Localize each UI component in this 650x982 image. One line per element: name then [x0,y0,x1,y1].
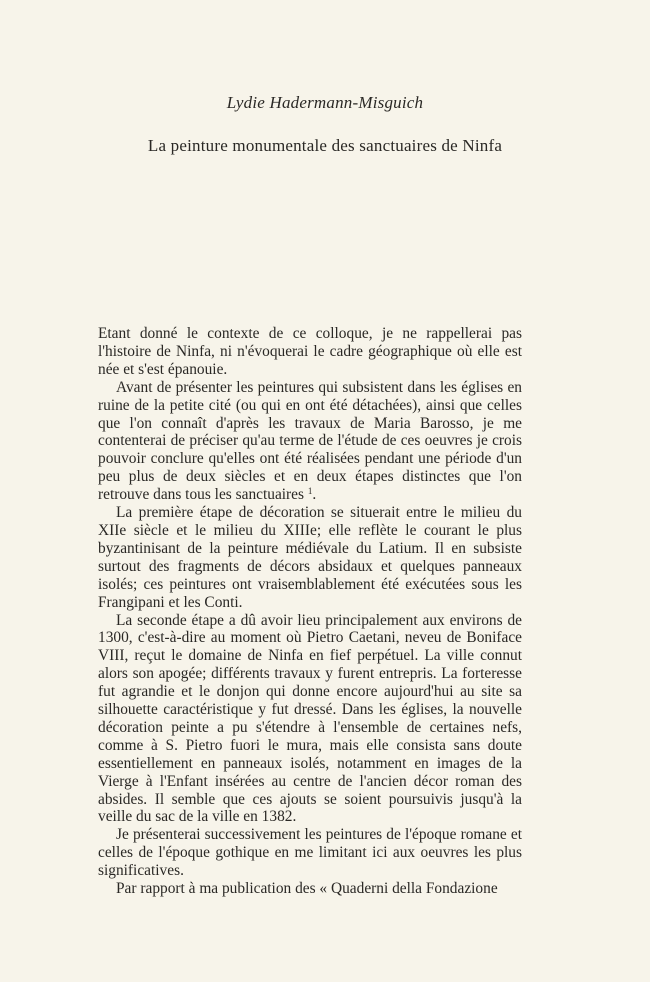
footnote-marker[interactable]: 1 [307,486,313,497]
paragraph-2-text: Avant de présenter les peintures qui subsistent dans les églises en ruine de la petite cité (ou qui en ont été détachées), ainsi que celles que l'on connaît d'après les travaux de Maria Barosso, je me contenterai de préciser qu'au terme de l'étude de ces oeuvres je crois pouvoir conclure qu'elles ont été réalisées pendant une période d'un peu plus de deux siècles et en deux étapes distinctes que l'on retrouve dans tous les sanctuaires [98,378,522,504]
paragraph-2 [98,379,522,504]
paragraph-6 [98,880,522,898]
paragraph-6-text: Par rapport à ma publication des « Quaderni della Fondazione [116,880,498,898]
article-body [98,325,522,898]
paragraph-3-text: La première étape de décoration se situerait entre le milieu du XIIe siècle et le milieu du XIIIe; elle reflète le courant le plus byzantinisant de la peinture médiévale du Latium. Il en subsiste surtout des fragments de décors absidaux et quelques panneaux isolés; ces peintures ont vraisemblablement été exécutées sous les Frangipani et les Conti. [98,504,522,611]
author-name: Lydie Hadermann-Misguich [226,93,424,112]
paragraph-3 [98,504,522,611]
paragraph-5 [98,826,522,880]
paragraph-2-tail: . [312,486,317,504]
article-title: La peinture monumentale des sanctuaires de Ninfa [147,136,503,155]
paragraph-4 [98,612,522,827]
paragraph-5-text: Je présenterai successivement les peintures de l'époque romane et celles de l'époque gothique en me limitant ici aux oeuvres les plus significatives. [98,826,522,880]
paragraph-1 [98,325,522,379]
paragraph-4-text: La seconde étape a dû avoir lieu principalement aux environs de 1300, c'est-à-dire au moment où Pietro Caetani, neveu de Boniface VIII, reçut le domaine de Ninfa en fief perpétuel. La ville connut alors son apogée; différents travaux y furent entrepris. La forteresse fut agrandie et le donjon qui donne encore aujourd'hui au site sa silhouette caractéristique y fut dressé. Dans les églises, la nouvelle décoration peinte a pu s'étendre à l'ensemble de certaines nefs, comme à S. Pietro fuori le mura, mais elle consista sans doute essentiellement en panneaux isolés, notamment en images de la Vierge à l'Enfant insérées au centre de l'ancien décor roman des absides. Il semble que ces ajouts se soient poursuivis jusqu'à la veille du sac de la ville en 1382. [98,611,522,826]
paragraph-1-text: Etant donné le contexte de ce colloque, je ne rappellerai pas l'histoire de Ninfa, ni n'évoquerai le cadre géographique où elle est née et s'est épanouie. [98,325,522,378]
